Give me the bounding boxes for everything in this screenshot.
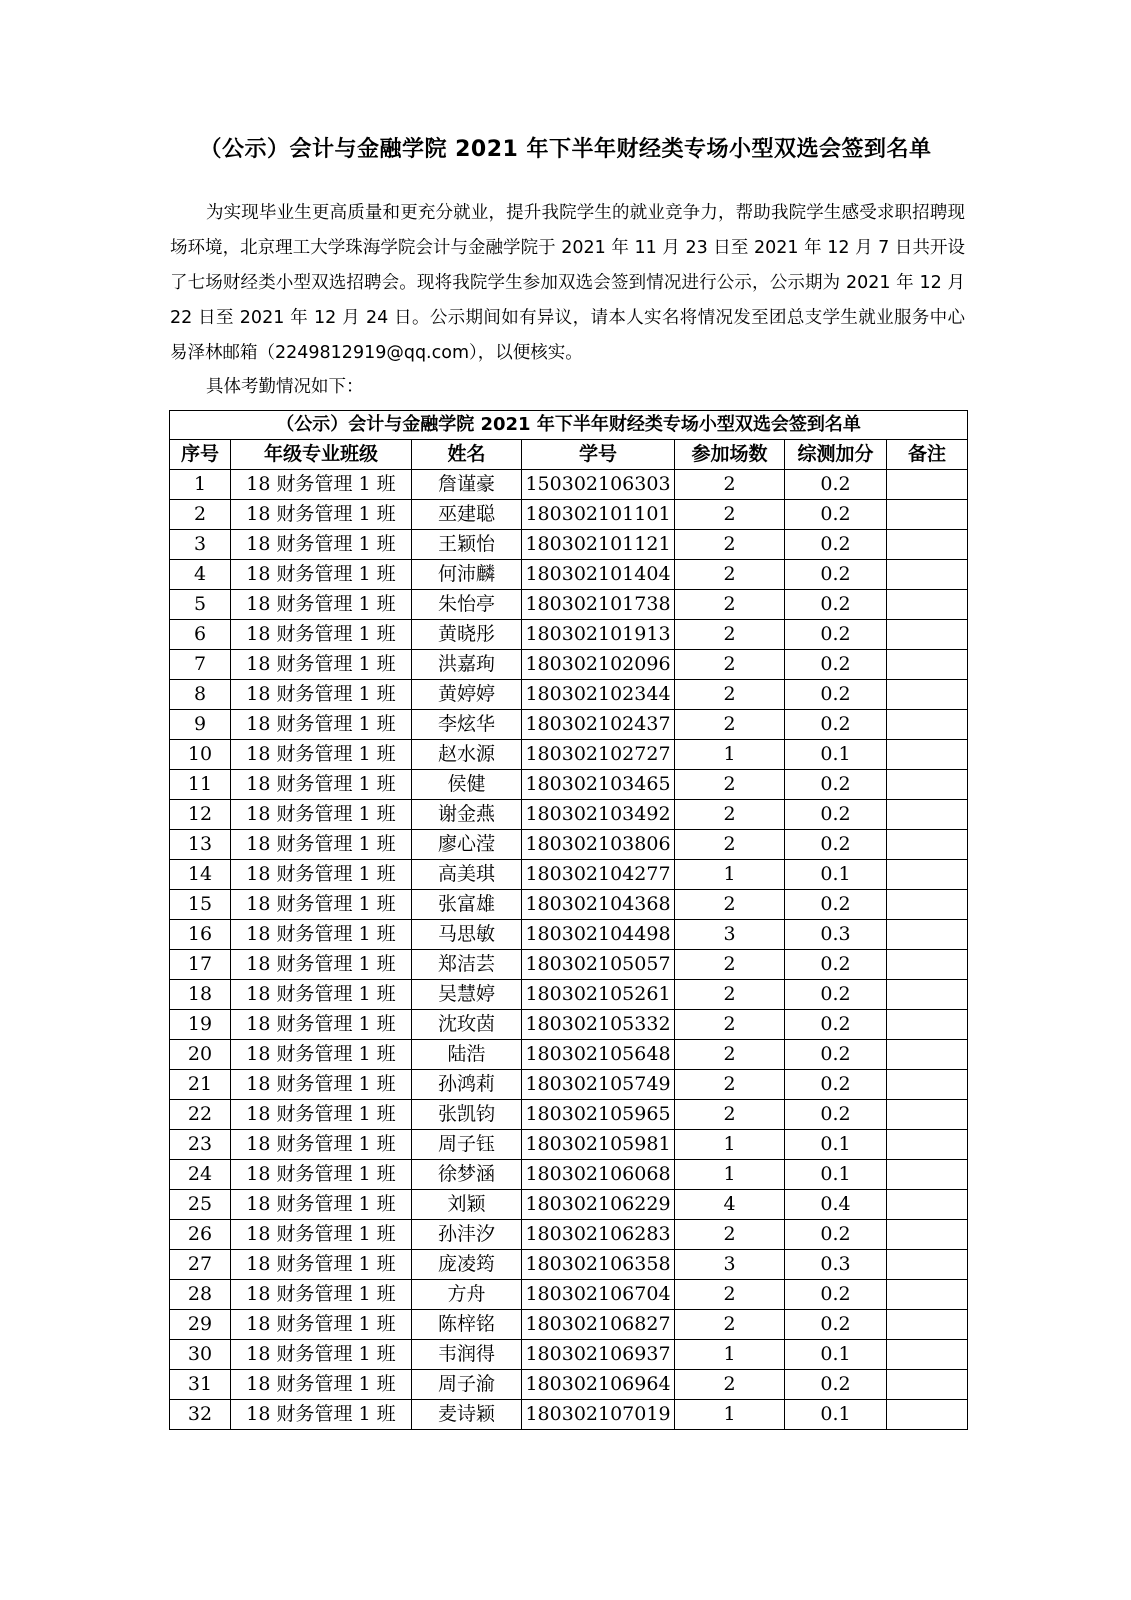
cell-bonus: 0.2 — [785, 650, 887, 680]
cell-remarks — [887, 1280, 968, 1310]
table-row — [170, 890, 968, 920]
cell-class: 18 财务管理 1 班 — [231, 650, 412, 680]
cell-sessions: 3 — [675, 920, 785, 950]
cell-sessions: 2 — [675, 770, 785, 800]
table-row — [170, 1040, 968, 1070]
cell-name: 陈梓铭 — [412, 1310, 522, 1340]
cell-name: 洪嘉珣 — [412, 650, 522, 680]
cell-class: 18 财务管理 1 班 — [231, 1010, 412, 1040]
cell-bonus: 0.2 — [785, 890, 887, 920]
cell-name: 黄婷婷 — [412, 680, 522, 710]
cell-remarks — [887, 980, 968, 1010]
table-row — [170, 710, 968, 740]
cell-remarks — [887, 1400, 968, 1430]
cell-remarks — [887, 590, 968, 620]
cell-remarks — [887, 1340, 968, 1370]
cell-remarks — [887, 1040, 968, 1070]
cell-bonus: 0.3 — [785, 1250, 887, 1280]
cell-bonus: 0.2 — [785, 680, 887, 710]
cell-remarks — [887, 1130, 968, 1160]
cell-index: 2 — [170, 500, 231, 530]
cell-index: 26 — [170, 1220, 231, 1250]
cell-index: 19 — [170, 1010, 231, 1040]
cell-bonus: 0.1 — [785, 1340, 887, 1370]
cell-index: 12 — [170, 800, 231, 830]
cell-class: 18 财务管理 1 班 — [231, 1100, 412, 1130]
cell-name: 高美琪 — [412, 860, 522, 890]
cell-index: 29 — [170, 1310, 231, 1340]
intro-paragraph: 为实现毕业生更高质量和更充分就业，提升我院学生的就业竞争力，帮助我院学生感受求职招聘现场环境，北京理工大学珠海学院会计与金融学院于 2021 年 11 月 23 日至 2021 年 12 月 7 日共开设了七场财经类小型双选招聘会。现将我院学生参加双选会签到情况进行公示，公示期为 2021 年 12 月 22 日至 2021 年 12 月 24 日。公示期间如有异议，请本人实名将情况发至团总支学生就业服务中心易泽林邮箱（2249812919@qq.com），以便核实。 — [170, 203, 965, 363]
cell-class: 18 财务管理 1 班 — [231, 800, 412, 830]
cell-remarks — [887, 740, 968, 770]
cell-index: 16 — [170, 920, 231, 950]
cell-bonus: 0.2 — [785, 1010, 887, 1040]
cell-class: 18 财务管理 1 班 — [231, 590, 412, 620]
cell-student-id: 180302105749 — [522, 1070, 675, 1100]
cell-index: 9 — [170, 710, 231, 740]
cell-student-id: 180302104368 — [522, 890, 675, 920]
cell-class: 18 财务管理 1 班 — [231, 1070, 412, 1100]
cell-remarks — [887, 1160, 968, 1190]
cell-index: 27 — [170, 1250, 231, 1280]
cell-class: 18 财务管理 1 班 — [231, 1160, 412, 1190]
cell-class: 18 财务管理 1 班 — [231, 620, 412, 650]
cell-sessions: 2 — [675, 560, 785, 590]
cell-student-id: 180302106283 — [522, 1220, 675, 1250]
cell-name: 沈玫茵 — [412, 1010, 522, 1040]
cell-name: 周子渝 — [412, 1370, 522, 1400]
cell-remarks — [887, 950, 968, 980]
table-row — [170, 800, 968, 830]
cell-remarks — [887, 890, 968, 920]
table-row — [170, 620, 968, 650]
cell-index: 22 — [170, 1100, 231, 1130]
cell-student-id: 180302106068 — [522, 1160, 675, 1190]
cell-remarks — [887, 1070, 968, 1100]
table-row — [170, 920, 968, 950]
cell-name: 马思敏 — [412, 920, 522, 950]
cell-sessions: 2 — [675, 620, 785, 650]
cell-remarks — [887, 470, 968, 500]
cell-remarks — [887, 1250, 968, 1280]
cell-index: 25 — [170, 1190, 231, 1220]
cell-sessions: 1 — [675, 1400, 785, 1430]
cell-class: 18 财务管理 1 班 — [231, 1250, 412, 1280]
cell-student-id: 180302105648 — [522, 1040, 675, 1070]
cell-bonus: 0.2 — [785, 1280, 887, 1310]
cell-student-id: 150302106303 — [522, 470, 675, 500]
cell-name: 谢金燕 — [412, 800, 522, 830]
cell-class: 18 财务管理 1 班 — [231, 1370, 412, 1400]
table-row — [170, 590, 968, 620]
cell-sessions: 2 — [675, 1040, 785, 1070]
cell-index: 6 — [170, 620, 231, 650]
table-row — [170, 1220, 968, 1250]
table-caption-row — [170, 411, 968, 440]
cell-student-id: 180302101913 — [522, 620, 675, 650]
cell-bonus: 0.2 — [785, 1370, 887, 1400]
cell-index: 24 — [170, 1160, 231, 1190]
cell-remarks — [887, 530, 968, 560]
table-row — [170, 470, 968, 500]
cell-bonus: 0.2 — [785, 1220, 887, 1250]
cell-student-id: 180302101121 — [522, 530, 675, 560]
cell-bonus: 0.2 — [785, 470, 887, 500]
cell-student-id: 180302103806 — [522, 830, 675, 860]
cell-student-id: 180302102727 — [522, 740, 675, 770]
cell-name: 郑洁芸 — [412, 950, 522, 980]
cell-name: 庞凌筠 — [412, 1250, 522, 1280]
cell-name: 王颖怡 — [412, 530, 522, 560]
cell-name: 方舟 — [412, 1280, 522, 1310]
cell-remarks — [887, 1370, 968, 1400]
cell-student-id: 180302106229 — [522, 1190, 675, 1220]
cell-class: 18 财务管理 1 班 — [231, 740, 412, 770]
cell-index: 30 — [170, 1340, 231, 1370]
cell-name: 孙沣汐 — [412, 1220, 522, 1250]
cell-bonus: 0.1 — [785, 860, 887, 890]
cell-name: 刘颖 — [412, 1190, 522, 1220]
table-row — [170, 1280, 968, 1310]
table-row — [170, 830, 968, 860]
cell-name: 徐梦涵 — [412, 1160, 522, 1190]
cell-remarks — [887, 620, 968, 650]
cell-name: 巫建聪 — [412, 500, 522, 530]
cell-remarks — [887, 1220, 968, 1250]
cell-bonus: 0.2 — [785, 1100, 887, 1130]
cell-class: 18 财务管理 1 班 — [231, 770, 412, 800]
cell-name: 陆浩 — [412, 1040, 522, 1070]
cell-remarks — [887, 920, 968, 950]
table-row — [170, 1100, 968, 1130]
cell-bonus: 0.3 — [785, 920, 887, 950]
cell-class: 18 财务管理 1 班 — [231, 680, 412, 710]
cell-bonus: 0.2 — [785, 710, 887, 740]
cell-name: 周子钰 — [412, 1130, 522, 1160]
table-row — [170, 650, 968, 680]
cell-name: 詹谨豪 — [412, 470, 522, 500]
cell-sessions: 1 — [675, 1340, 785, 1370]
cell-name: 黄晓彤 — [412, 620, 522, 650]
attendance-table — [169, 410, 968, 1430]
cell-student-id: 180302105261 — [522, 980, 675, 1010]
cell-index: 31 — [170, 1370, 231, 1400]
cell-name: 何沛麟 — [412, 560, 522, 590]
cell-class: 18 财务管理 1 班 — [231, 860, 412, 890]
cell-bonus: 0.2 — [785, 800, 887, 830]
cell-name: 侯健 — [412, 770, 522, 800]
header-class: 年级专业班级 — [231, 440, 412, 470]
header-name: 姓名 — [412, 440, 522, 470]
cell-bonus: 0.2 — [785, 530, 887, 560]
cell-sessions: 2 — [675, 470, 785, 500]
cell-bonus: 0.1 — [785, 740, 887, 770]
cell-remarks — [887, 800, 968, 830]
cell-sessions: 1 — [675, 1160, 785, 1190]
cell-sessions: 2 — [675, 950, 785, 980]
table-row — [170, 1250, 968, 1280]
cell-index: 11 — [170, 770, 231, 800]
table-row — [170, 1340, 968, 1370]
cell-student-id: 180302104498 — [522, 920, 675, 950]
cell-remarks — [887, 860, 968, 890]
cell-index: 7 — [170, 650, 231, 680]
cell-bonus: 0.2 — [785, 1070, 887, 1100]
table-row — [170, 1400, 968, 1430]
cell-bonus: 0.2 — [785, 1310, 887, 1340]
cell-name: 廖心滢 — [412, 830, 522, 860]
cell-index: 1 — [170, 470, 231, 500]
cell-bonus: 0.2 — [785, 560, 887, 590]
cell-index: 15 — [170, 890, 231, 920]
table-row — [170, 1010, 968, 1040]
cell-class: 18 财务管理 1 班 — [231, 980, 412, 1010]
cell-sessions: 2 — [675, 800, 785, 830]
cell-student-id: 180302101738 — [522, 590, 675, 620]
cell-student-id: 180302101101 — [522, 500, 675, 530]
cell-student-id: 180302102344 — [522, 680, 675, 710]
cell-student-id: 180302106358 — [522, 1250, 675, 1280]
cell-name: 吴慧婷 — [412, 980, 522, 1010]
table-row — [170, 1370, 968, 1400]
cell-sessions: 2 — [675, 830, 785, 860]
cell-student-id: 180302103465 — [522, 770, 675, 800]
cell-index: 21 — [170, 1070, 231, 1100]
table-header-row — [170, 440, 968, 470]
cell-sessions: 1 — [675, 860, 785, 890]
cell-bonus: 0.4 — [785, 1190, 887, 1220]
cell-remarks — [887, 830, 968, 860]
cell-sessions: 2 — [675, 1070, 785, 1100]
cell-sessions: 1 — [675, 1130, 785, 1160]
cell-index: 32 — [170, 1400, 231, 1430]
table-body — [170, 470, 968, 1430]
cell-class: 18 财务管理 1 班 — [231, 1280, 412, 1310]
header-sessions: 参加场数 — [675, 440, 785, 470]
cell-sessions: 2 — [675, 1220, 785, 1250]
cell-name: 张富雄 — [412, 890, 522, 920]
cell-class: 18 财务管理 1 班 — [231, 560, 412, 590]
cell-sessions: 2 — [675, 1370, 785, 1400]
cell-bonus: 0.2 — [785, 590, 887, 620]
cell-remarks — [887, 560, 968, 590]
cell-remarks — [887, 710, 968, 740]
cell-class: 18 财务管理 1 班 — [231, 1400, 412, 1430]
cell-remarks — [887, 500, 968, 530]
cell-sessions: 2 — [675, 710, 785, 740]
table-row — [170, 860, 968, 890]
cell-index: 10 — [170, 740, 231, 770]
cell-name: 朱怡亭 — [412, 590, 522, 620]
cell-student-id: 180302102437 — [522, 710, 675, 740]
cell-bonus: 0.1 — [785, 1130, 887, 1160]
table-row — [170, 1190, 968, 1220]
cell-sessions: 4 — [675, 1190, 785, 1220]
cell-class: 18 财务管理 1 班 — [231, 1340, 412, 1370]
cell-remarks — [887, 770, 968, 800]
cell-student-id: 180302106937 — [522, 1340, 675, 1370]
cell-remarks — [887, 680, 968, 710]
cell-sessions: 2 — [675, 1010, 785, 1040]
cell-index: 4 — [170, 560, 231, 590]
cell-class: 18 财务管理 1 班 — [231, 890, 412, 920]
table-row — [170, 1160, 968, 1190]
cell-bonus: 0.2 — [785, 980, 887, 1010]
header-bonus: 综测加分 — [785, 440, 887, 470]
cell-sessions: 1 — [675, 740, 785, 770]
cell-remarks — [887, 1190, 968, 1220]
cell-index: 18 — [170, 980, 231, 1010]
header-remarks: 备注 — [887, 440, 968, 470]
cell-index: 17 — [170, 950, 231, 980]
table-row — [170, 1310, 968, 1340]
cell-student-id: 180302106964 — [522, 1370, 675, 1400]
cell-sessions: 3 — [675, 1250, 785, 1280]
cell-bonus: 0.2 — [785, 770, 887, 800]
cell-class: 18 财务管理 1 班 — [231, 470, 412, 500]
cell-name: 麦诗颖 — [412, 1400, 522, 1430]
cell-student-id: 180302101404 — [522, 560, 675, 590]
cell-class: 18 财务管理 1 班 — [231, 1190, 412, 1220]
cell-student-id: 180302103492 — [522, 800, 675, 830]
cell-name: 赵水源 — [412, 740, 522, 770]
table-row — [170, 770, 968, 800]
table-row — [170, 1070, 968, 1100]
cell-student-id: 180302107019 — [522, 1400, 675, 1430]
cell-bonus: 0.1 — [785, 1160, 887, 1190]
cell-sessions: 2 — [675, 1310, 785, 1340]
cell-student-id: 180302102096 — [522, 650, 675, 680]
cell-class: 18 财务管理 1 班 — [231, 710, 412, 740]
cell-sessions: 2 — [675, 650, 785, 680]
cell-index: 5 — [170, 590, 231, 620]
cell-index: 23 — [170, 1130, 231, 1160]
cell-remarks — [887, 1100, 968, 1130]
cell-bonus: 0.2 — [785, 1040, 887, 1070]
cell-sessions: 2 — [675, 980, 785, 1010]
cell-class: 18 财务管理 1 班 — [231, 950, 412, 980]
page-title: （公示）会计与金融学院 2021 年下半年财经类专场小型双选会签到名单 — [199, 137, 932, 162]
cell-name: 李炫华 — [412, 710, 522, 740]
cell-class: 18 财务管理 1 班 — [231, 1130, 412, 1160]
table-caption: （公示）会计与金融学院 2021 年下半年财经类专场小型双选会签到名单 — [170, 411, 968, 440]
cell-index: 13 — [170, 830, 231, 860]
table-row — [170, 560, 968, 590]
cell-remarks — [887, 1010, 968, 1040]
header-student-id: 学号 — [522, 440, 675, 470]
cell-student-id: 180302105981 — [522, 1130, 675, 1160]
cell-bonus: 0.1 — [785, 1400, 887, 1430]
table-row — [170, 1130, 968, 1160]
cell-sessions: 2 — [675, 680, 785, 710]
cell-index: 28 — [170, 1280, 231, 1310]
cell-name: 韦润得 — [412, 1340, 522, 1370]
cell-class: 18 财务管理 1 班 — [231, 830, 412, 860]
cell-class: 18 财务管理 1 班 — [231, 1040, 412, 1070]
cell-student-id: 180302104277 — [522, 860, 675, 890]
table-row — [170, 740, 968, 770]
table-row — [170, 530, 968, 560]
table-row — [170, 980, 968, 1010]
cell-sessions: 2 — [675, 590, 785, 620]
cell-remarks — [887, 650, 968, 680]
header-index: 序号 — [170, 440, 231, 470]
cell-index: 20 — [170, 1040, 231, 1070]
table-row — [170, 950, 968, 980]
cell-student-id: 180302105965 — [522, 1100, 675, 1130]
cell-class: 18 财务管理 1 班 — [231, 500, 412, 530]
cell-bonus: 0.2 — [785, 830, 887, 860]
cell-bonus: 0.2 — [785, 500, 887, 530]
cell-sessions: 2 — [675, 1280, 785, 1310]
cell-index: 14 — [170, 860, 231, 890]
cell-bonus: 0.2 — [785, 620, 887, 650]
details-line: 具体考勤情况如下： — [206, 377, 364, 397]
cell-class: 18 财务管理 1 班 — [231, 530, 412, 560]
cell-name: 孙鸿莉 — [412, 1070, 522, 1100]
cell-student-id: 180302105057 — [522, 950, 675, 980]
table-row — [170, 500, 968, 530]
cell-class: 18 财务管理 1 班 — [231, 1310, 412, 1340]
cell-student-id: 180302106704 — [522, 1280, 675, 1310]
cell-student-id: 180302106827 — [522, 1310, 675, 1340]
table-row — [170, 680, 968, 710]
cell-sessions: 2 — [675, 1100, 785, 1130]
cell-sessions: 2 — [675, 530, 785, 560]
cell-index: 8 — [170, 680, 231, 710]
cell-sessions: 2 — [675, 890, 785, 920]
cell-student-id: 180302105332 — [522, 1010, 675, 1040]
cell-class: 18 财务管理 1 班 — [231, 920, 412, 950]
cell-class: 18 财务管理 1 班 — [231, 1220, 412, 1250]
cell-sessions: 2 — [675, 500, 785, 530]
cell-name: 张凯钧 — [412, 1100, 522, 1130]
cell-index: 3 — [170, 530, 231, 560]
cell-bonus: 0.2 — [785, 950, 887, 980]
cell-remarks — [887, 1310, 968, 1340]
